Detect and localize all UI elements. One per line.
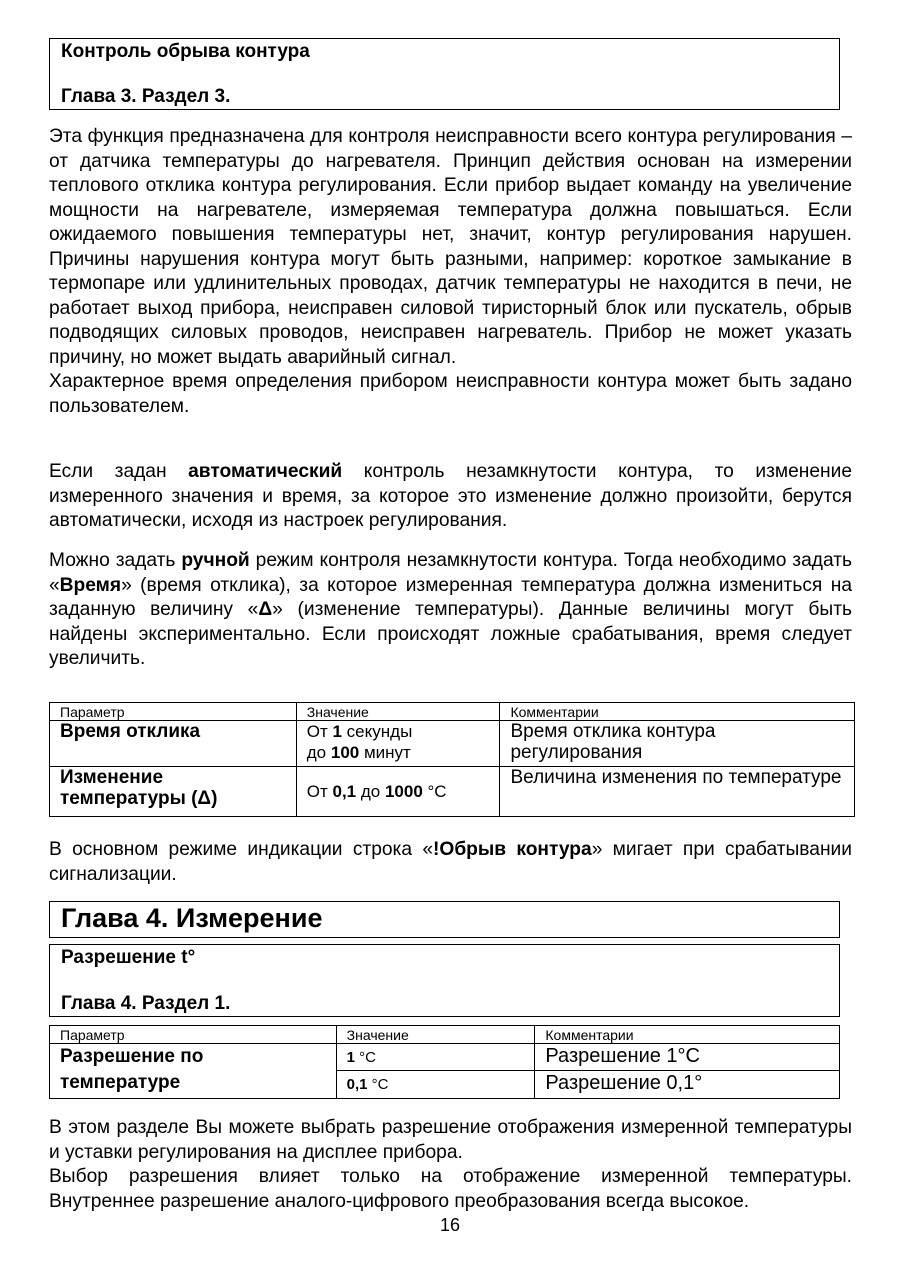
delta-keyword: Δ [258, 599, 273, 620]
value-max: 1000 [384, 782, 423, 801]
param-resolution [50, 1044, 337, 1099]
header-comment: Комментарии [500, 703, 855, 721]
text: контроль незамкнутости контура, то изменение измеренного значения и время, за которое это изменение должно произойти, берутся автоматически, исходя из настроек регулирования. [49, 461, 852, 531]
text: Разрешение по [60, 1046, 204, 1067]
value-max: 100 [330, 743, 360, 762]
outro-paragraph-1: В этом разделе Вы можете выбрать разрешение отображения измеренной температуры и уставки регулирования на дисплее прибора. [49, 1117, 852, 1163]
table-row [50, 721, 855, 767]
value: 0,1 [346, 1076, 368, 1093]
section-title: Разрешение t° [61, 947, 196, 968]
outro-text [49, 1116, 852, 1214]
alarm-string: !Обрыв контура [433, 839, 592, 860]
text: режим контроля незамкнутости контура. Тогда необходимо задать « [49, 550, 853, 596]
manual-paragraph [49, 549, 852, 672]
text: до [306, 743, 331, 762]
chapter-title: Глава 4. Измерение [61, 903, 323, 933]
comment-response-time: Время отклика контура регулирования [500, 721, 855, 767]
value-min: 1 [332, 722, 342, 741]
value-resolution-01 [336, 1071, 535, 1099]
auto-paragraph [49, 460, 852, 534]
text: секунды [341, 722, 413, 741]
intro-text [49, 125, 852, 419]
unit: °C [367, 1076, 389, 1093]
value-min: 0,1 [332, 782, 357, 801]
resolution-table [49, 1025, 840, 1099]
unit: °C [355, 1048, 376, 1066]
page-number: 16 [439, 1215, 461, 1235]
text: минут [359, 743, 411, 762]
text: Можно задать [49, 550, 182, 571]
time-keyword: Время [59, 574, 122, 596]
param-response-time: Время отклика [50, 721, 297, 767]
text: Изменение [60, 767, 164, 788]
text: °C [422, 782, 447, 801]
alarm-paragraph [49, 838, 852, 887]
value-response-time [296, 721, 500, 767]
text: температуре [60, 1072, 181, 1093]
header-value: Значение [296, 703, 500, 721]
intro-paragraph-1: Эта функция предназначена для контроля неисправности всего контура регулирования – от датчика температуры до нагревателя. Принцип действия основан на измерении теплового отклика контура регулирования. Если прибор выдает команду на увеличение мощности на нагревателе, измеряемая температура должна повышаться. Если ожидаемого повышения температуры нет, значит, контур регулирования нарушен. Причины нарушения контура могут быть разными, например: короткое замыкание в термопаре или удлинительных проводах, датчик температуры не находится в печи, не работает выход прибора, неисправен силовой тиристорный блок или пускатель, обрыв подводящих силовых проводов, неисправен нагреватель. Прибор не может указать причину, но может выдать аварийный сигнал. [49, 126, 852, 368]
text: Если задан [49, 461, 189, 482]
table-row [50, 1044, 840, 1071]
text: » (время отклика), за которое измеренная температура должна измениться на заданную величину « [49, 574, 852, 620]
auto-keyword: автоматический [188, 461, 343, 482]
text: От [306, 782, 333, 801]
comment-temp-change: Величина изменения по температуре [500, 767, 855, 817]
text: температуры (Δ) [60, 788, 218, 809]
chapter-heading-box [49, 901, 840, 938]
text: до [356, 782, 385, 801]
header-comment: Комментарии [535, 1026, 840, 1044]
manual-keyword: ручной [181, 550, 250, 571]
table-header-row [50, 703, 855, 721]
loop-break-params-table [49, 702, 855, 817]
header-value: Значение [336, 1026, 535, 1044]
text: » (изменение температуры). Данные величины могут быть найдены экспериментально. Если происходят ложные срабатывания, время следует увеличить. [49, 599, 852, 669]
value-resolution-1 [336, 1044, 535, 1071]
resolution-section-box [49, 944, 840, 1017]
section-subtitle: Глава 4. Раздел 1. [61, 993, 231, 1014]
param-temp-change [50, 767, 297, 817]
value-temp-change [296, 767, 500, 817]
section-header-box [49, 38, 840, 110]
section-subtitle: Глава 3. Раздел 3. [61, 86, 231, 107]
table-header-row [50, 1026, 840, 1044]
text: » мигает при срабатывании сигнализации. [49, 839, 852, 885]
intro-paragraph-2: Характерное время определения прибором неисправности контура может быть задано пользователем. [49, 371, 852, 417]
outro-paragraph-2: Выбор разрешения влияет только на отображение измеренной температуры. Внутреннее разрешение аналого-цифрового преобразования всегда высокое. [49, 1166, 852, 1212]
section-title: Контроль обрыва контура [61, 41, 310, 62]
value: 1 [346, 1048, 355, 1066]
header-parameter: Параметр [50, 1026, 337, 1044]
text: В основном режиме индикации строка « [49, 839, 433, 860]
text: От [306, 722, 333, 741]
comment-resolution-01: Разрешение 0,1° [535, 1071, 840, 1099]
header-parameter: Параметр [50, 703, 297, 721]
table-row [50, 767, 855, 817]
comment-resolution-1: Разрешение 1°C [535, 1044, 840, 1071]
